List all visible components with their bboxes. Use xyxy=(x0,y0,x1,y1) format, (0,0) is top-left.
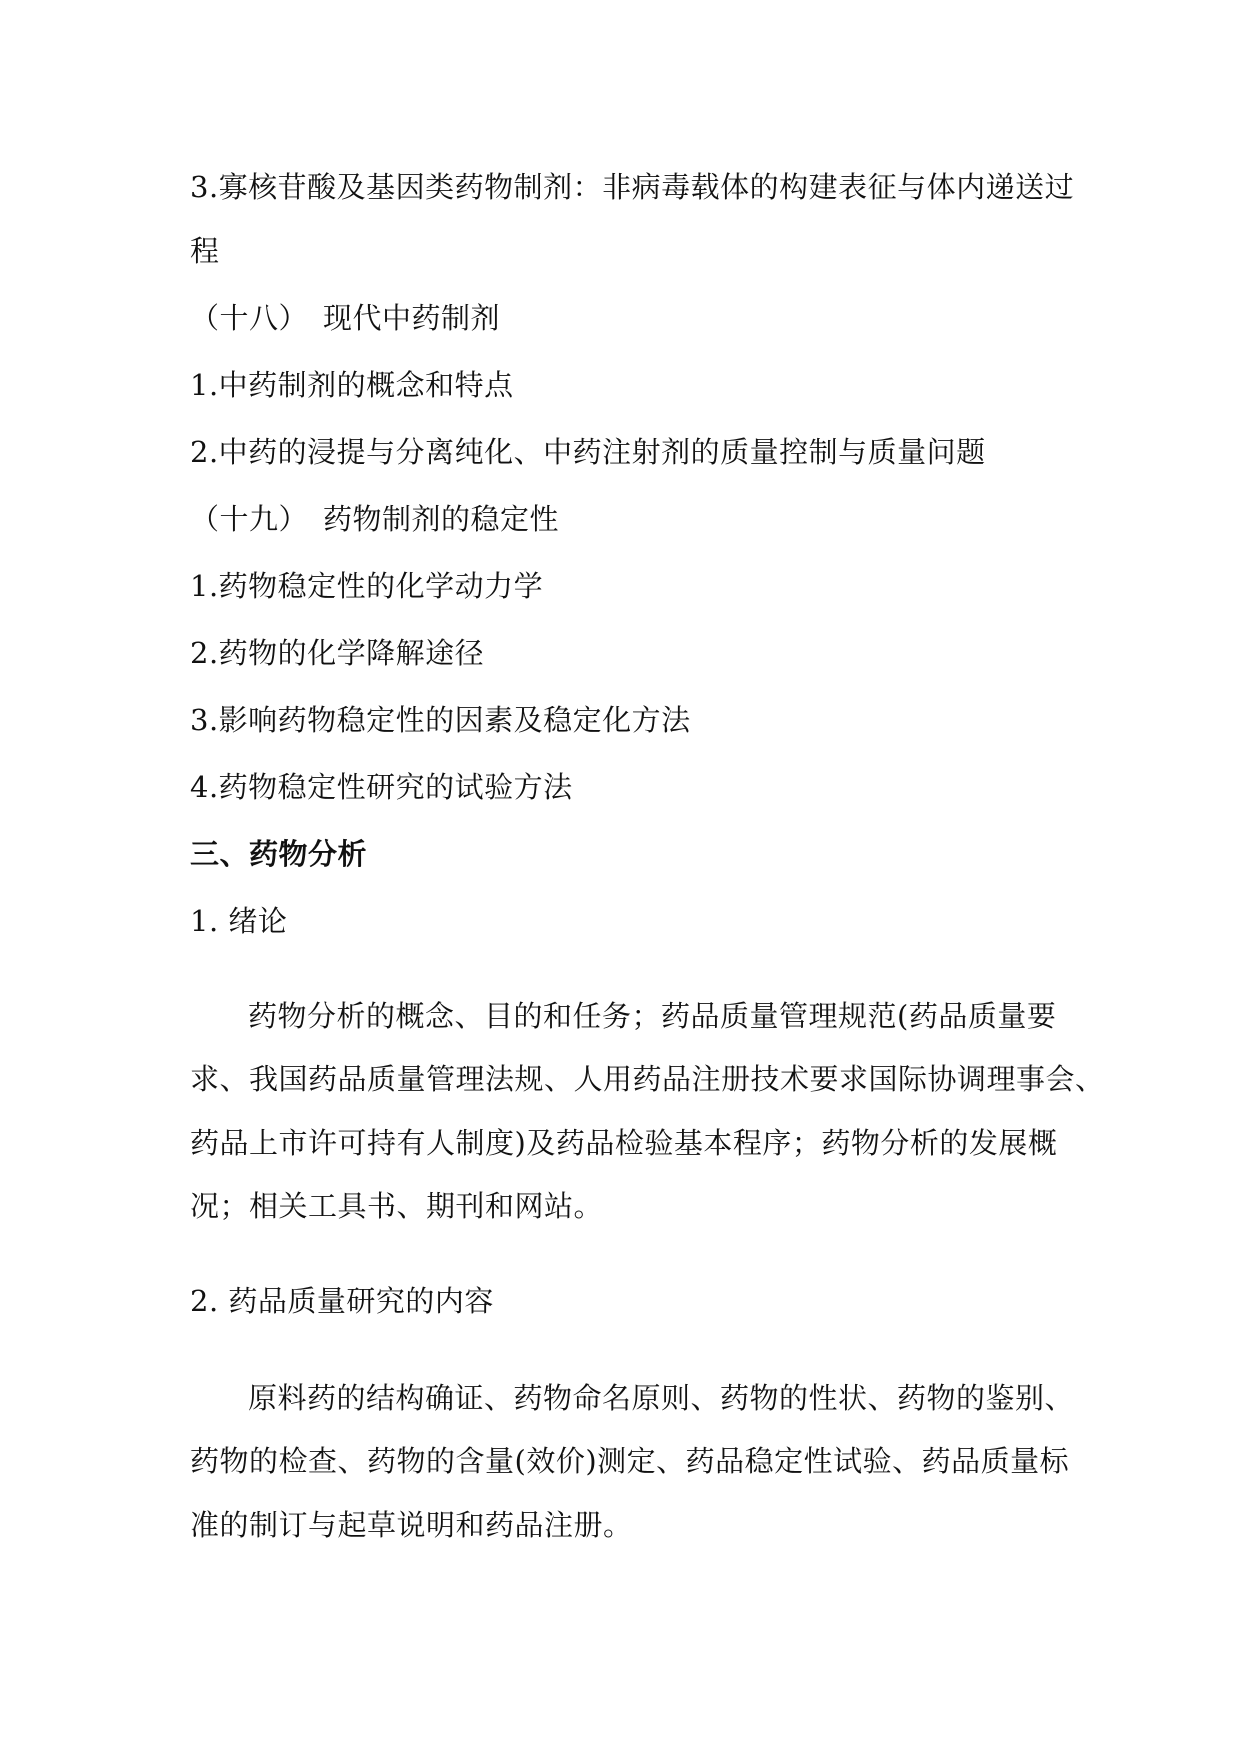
paragraph-line: 况；相关工具书、期刊和网站。 xyxy=(190,1189,604,1223)
chapter-heading: 三、药物分析 xyxy=(190,837,368,871)
paragraph-line: 准的制订与起草说明和药品注册。 xyxy=(190,1508,633,1542)
text-line: 2.药物的化学降解途径 xyxy=(190,636,485,670)
paragraph-line: 药物分析的概念、目的和任务；药品质量管理规范(药品质量要 xyxy=(248,999,1057,1033)
text-line: 4.药物稳定性研究的试验方法 xyxy=(190,770,573,804)
section-heading: （十八） 现代中药制剂 xyxy=(190,301,501,335)
text-line: 3.寡核苷酸及基因类药物制剂：非病毒载体的构建表征与体内递送过 xyxy=(190,170,1075,204)
paragraph-line: 药品上市许可持有人制度)及药品检验基本程序；药物分析的发展概 xyxy=(190,1126,1058,1160)
text-line: 2.中药的浸提与分离纯化、中药注射剂的质量控制与质量问题 xyxy=(190,435,986,469)
paragraph-line: 求、我国药品质量管理法规、人用药品注册技术要求国际协调理事会、 xyxy=(190,1062,1105,1096)
subsection-heading: 2. 药品质量研究的内容 xyxy=(190,1284,494,1318)
paragraph-line: 药物的检查、药物的含量(效价)测定、药品稳定性试验、药品质量标 xyxy=(190,1444,1070,1478)
paragraph-line: 原料药的结构确证、药物命名原则、药物的性状、药物的鉴别、 xyxy=(248,1381,1075,1415)
text-line: 1.药物稳定性的化学动力学 xyxy=(190,569,544,603)
subsection-heading: 1. 绪论 xyxy=(190,904,288,938)
section-heading: （十九） 药物制剂的稳定性 xyxy=(190,502,560,536)
text-line: 3.影响药物稳定性的因素及稳定化方法 xyxy=(190,703,691,737)
text-line: 程 xyxy=(190,234,220,268)
text-line: 1.中药制剂的概念和特点 xyxy=(190,368,514,402)
